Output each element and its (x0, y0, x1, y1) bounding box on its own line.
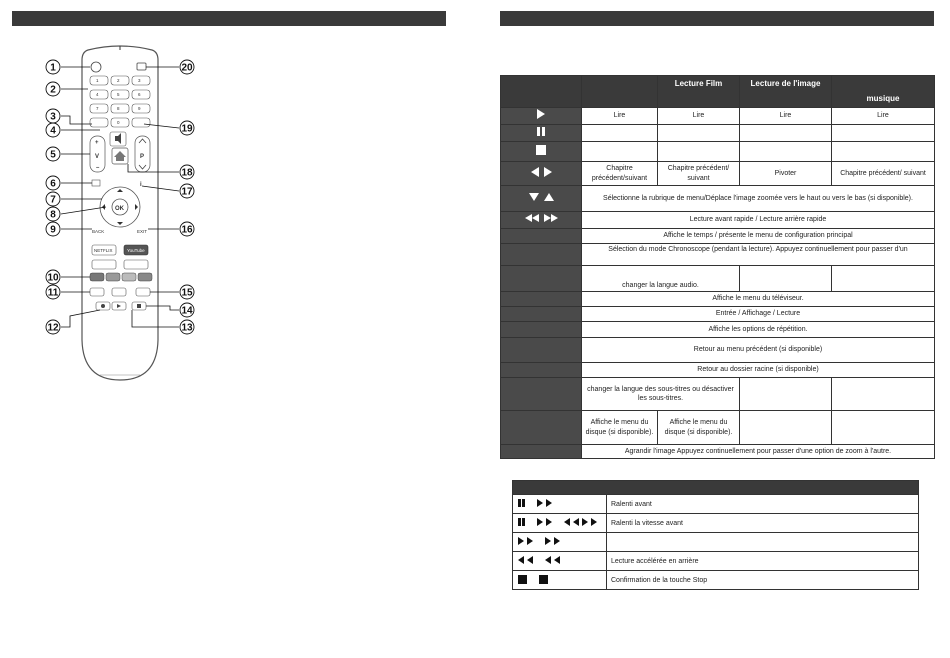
svg-text:2: 2 (117, 78, 120, 83)
fast-forward-icon (527, 537, 533, 545)
callout-16: 16 (181, 224, 193, 236)
table-row: Ralenti avant (513, 495, 919, 514)
svg-text:NETFLIX: NETFLIX (94, 248, 113, 253)
table-row: Lecture accélérée en arrière (513, 552, 919, 571)
svg-text:OK: OK (115, 206, 124, 212)
svg-text:BACK: BACK (92, 229, 105, 234)
table-row: changer la langue audio. (501, 266, 935, 292)
rewind-icon (573, 518, 579, 526)
stop-icon (539, 575, 548, 584)
power-button (91, 62, 101, 72)
svg-text:+: + (95, 140, 99, 146)
rewind-forward-key-cell (501, 212, 582, 229)
table-row: Confirmation de la touche Stop (513, 571, 919, 590)
table-row: Affiche le menu du téléviseur. (501, 292, 935, 307)
table-row: Affiche le menu du disque (si disponible). Affiche le menu du disque (si disponible). (501, 411, 935, 445)
callout-12: 12 (47, 322, 59, 334)
table-row: Sélection du mode Chronoscope (pendant la lecture). Appuyez continuellement pour passer d'un (501, 244, 935, 266)
right-header-bar (500, 11, 934, 26)
table-row (513, 533, 919, 552)
svg-text:5: 5 (117, 92, 120, 97)
table-row (501, 125, 935, 142)
callout-8: 8 (50, 209, 56, 221)
callout-7: 7 (50, 194, 56, 206)
menu-button (92, 180, 100, 186)
callout-15: 15 (181, 287, 193, 299)
table-row: Lecture avant rapide / Lecture arrière rapide (501, 212, 935, 229)
table-row: Chapitre précédent/suivant Chapitre précédent/ suivant Pivoter Chapitre précédent/ suivant (501, 162, 935, 186)
up-arrow-icon (544, 193, 554, 201)
svg-text:1: 1 (96, 78, 99, 83)
left-arrow-icon (531, 167, 539, 177)
header-cell-film: Lecture Film (658, 76, 740, 108)
right-arrow-icon (544, 167, 552, 177)
fast-forward-icon (544, 214, 558, 222)
rewind-icon (525, 214, 539, 222)
svg-text:0: 0 (117, 120, 120, 125)
table-row: Entrée / Affichage / Lecture (501, 307, 935, 322)
forward-icon (546, 518, 552, 526)
svg-text:7: 7 (96, 106, 99, 111)
pause-icon (518, 518, 525, 526)
stop-icon (536, 145, 546, 155)
callout-13: 13 (181, 322, 193, 334)
callout-5: 5 (50, 149, 56, 161)
callout-20: 20 (181, 62, 193, 74)
table-row: Lire Lire Lire Lire (501, 108, 935, 125)
svg-text:V: V (95, 154, 100, 160)
play-icon (537, 109, 545, 119)
callout-4: 4 (50, 125, 56, 137)
callout-10: 10 (47, 272, 59, 284)
callout-1: 1 (50, 62, 56, 74)
table-row: Retour au dossier racine (si disponible) (501, 363, 935, 378)
callout-3: 3 (50, 111, 56, 123)
svg-text:8: 8 (117, 106, 120, 111)
svg-text:EXIT: EXIT (137, 229, 148, 234)
key-combination-table (512, 480, 919, 590)
left-right-key-cell (501, 162, 582, 186)
table-row: changer la langue des sous-titres ou désactiver les sous-titres. (501, 378, 935, 411)
callout-19: 19 (181, 123, 193, 135)
table-header-row (513, 481, 919, 495)
table-row: Agrandir l'image Appuyez continuellement pour passer d'une option de zoom à l'autre. (501, 445, 935, 459)
left-header-bar (12, 11, 446, 26)
svg-text:YouTube: YouTube (127, 248, 145, 253)
pause-icon (537, 127, 545, 136)
callout-11: 11 (47, 287, 59, 299)
svg-text:3: 3 (138, 78, 141, 83)
forward-icon (537, 499, 543, 507)
source-button (137, 63, 146, 70)
media-browser-key-table (500, 75, 935, 459)
up-down-key-cell (501, 186, 582, 212)
svg-text:i: i (140, 182, 142, 188)
remote-control-illustration (40, 40, 200, 385)
stop-icon (518, 575, 527, 584)
table-row: Affiche les options de répétition. (501, 322, 935, 338)
header-cell-keys (501, 76, 582, 108)
table-row: Ralenti la vitesse avant (513, 514, 919, 533)
svg-text:4: 4 (96, 92, 99, 97)
table-header-row (501, 76, 935, 108)
callout-9: 9 (50, 224, 56, 236)
svg-text:–: – (96, 165, 100, 171)
callout-18: 18 (181, 167, 193, 179)
svg-text:P: P (140, 154, 145, 160)
play-key-cell (501, 108, 582, 125)
pause-icon (518, 499, 525, 507)
down-arrow-icon (529, 193, 539, 201)
callout-6: 6 (50, 178, 56, 190)
stop-key-cell (501, 142, 582, 162)
header-cell-video (582, 76, 658, 108)
header-cell-image: Lecture de l'image (740, 76, 832, 108)
pause-key-cell (501, 125, 582, 142)
fast-forward-icon (591, 518, 597, 526)
table-row: Affiche le temps / présente le menu de configuration principal (501, 229, 935, 244)
svg-text:6: 6 (138, 92, 141, 97)
svg-text:9: 9 (138, 106, 141, 111)
header-cell-music: musique (832, 76, 935, 108)
table-row: Sélectionne la rubrique de menu/Déplace l'image zoomée vers le haut ou vers le bas (si disponible). (501, 186, 935, 212)
rewind-icon (527, 556, 533, 564)
callout-14: 14 (181, 305, 193, 317)
callout-17: 17 (181, 186, 193, 198)
table-row: Retour au menu précédent (si disponible) (501, 338, 935, 363)
callout-2: 2 (50, 84, 56, 96)
table-row (501, 142, 935, 162)
